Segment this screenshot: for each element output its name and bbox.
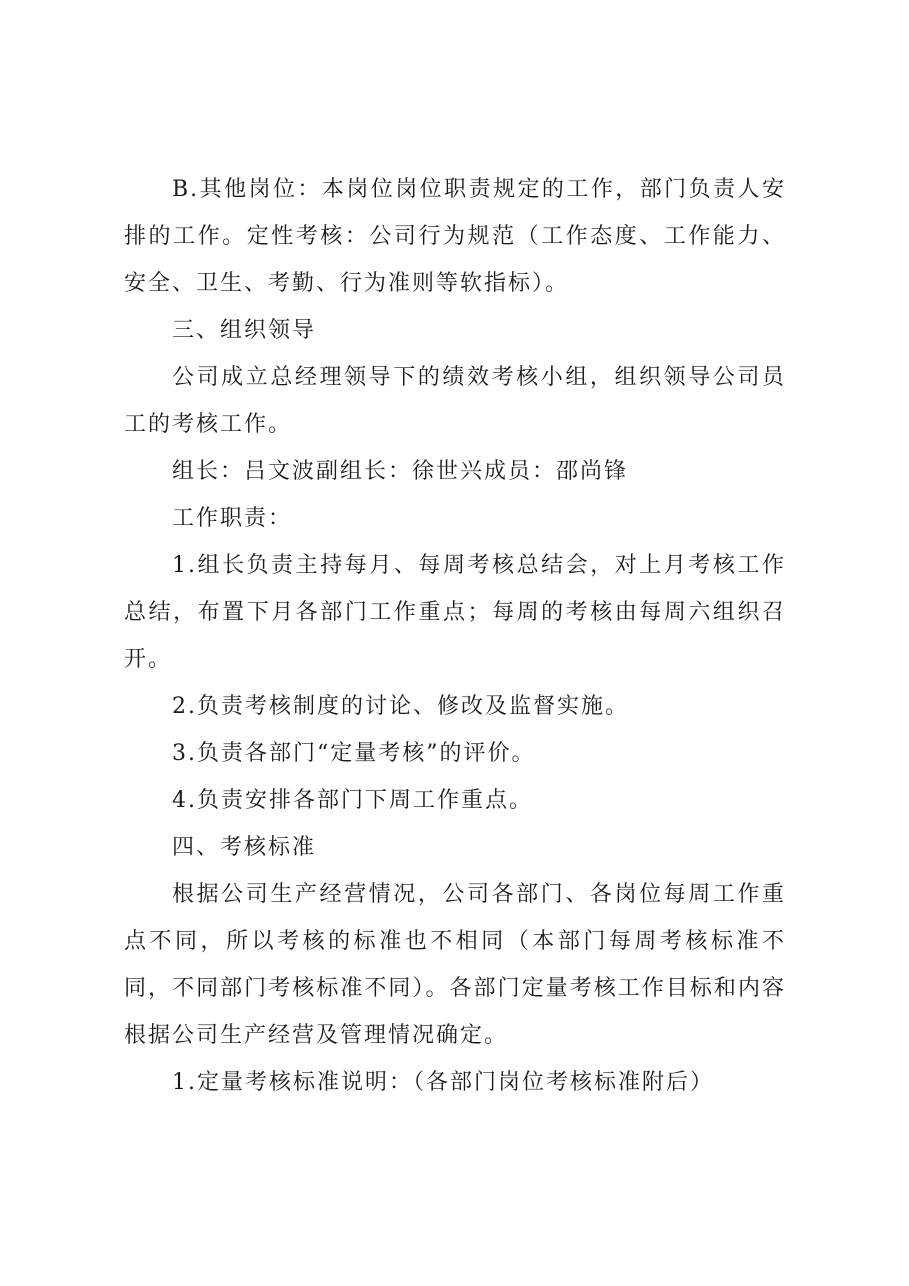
list-item-duty-1: 1.组长负责主持每月、每周考核总结会，对上月考核工作总结，布置下月各部门工作重点；每周的考核由每周六组织召开。 [124, 553, 786, 672]
list-item-quantitative-standard: 1.定量考核标准说明：（各部门岗位考核标准附后） [172, 1070, 714, 1095]
paragraph-other-positions: B.其他岗位：本岗位岗位职责规定的工作，部门负责人安排的工作。定性考核：公司行为规范（工作态度、工作能力、安全、卫生、考勤、行为准则等软指标）。 [124, 177, 786, 296]
list-item-duty-4: 4.负责安排各部门下周工作重点。 [172, 788, 533, 813]
paragraph-standards-description: 根据公司生产经营情况，公司各部门、各岗位每周工作重点不同，所以考核的标准也不相同（本部门每周考核标准不同，不同部门考核标准不同）。各部门定量考核工作目标和内容根据公司生产经营及管理情况确定。 [124, 882, 786, 1048]
document-body [124, 166, 786, 1106]
paragraph-assessment-team: 公司成立总经理领导下的绩效考核小组，组织领导公司员工的考核工作。 [124, 365, 786, 437]
paragraph-duties-heading: 工作职责： [172, 506, 293, 531]
paragraph-team-members: 组长：吕文波副组长：徐世兴成员：邵尚锋 [172, 459, 629, 484]
heading-assessment-standards: 四、考核标准 [172, 835, 317, 860]
heading-organization-leadership: 三、组织领导 [172, 318, 317, 343]
list-item-duty-3: 3.负责各部门“定量考核”的评价。 [172, 741, 536, 766]
list-item-duty-2: 2.负责考核制度的讨论、修改及监督实施。 [172, 694, 629, 719]
